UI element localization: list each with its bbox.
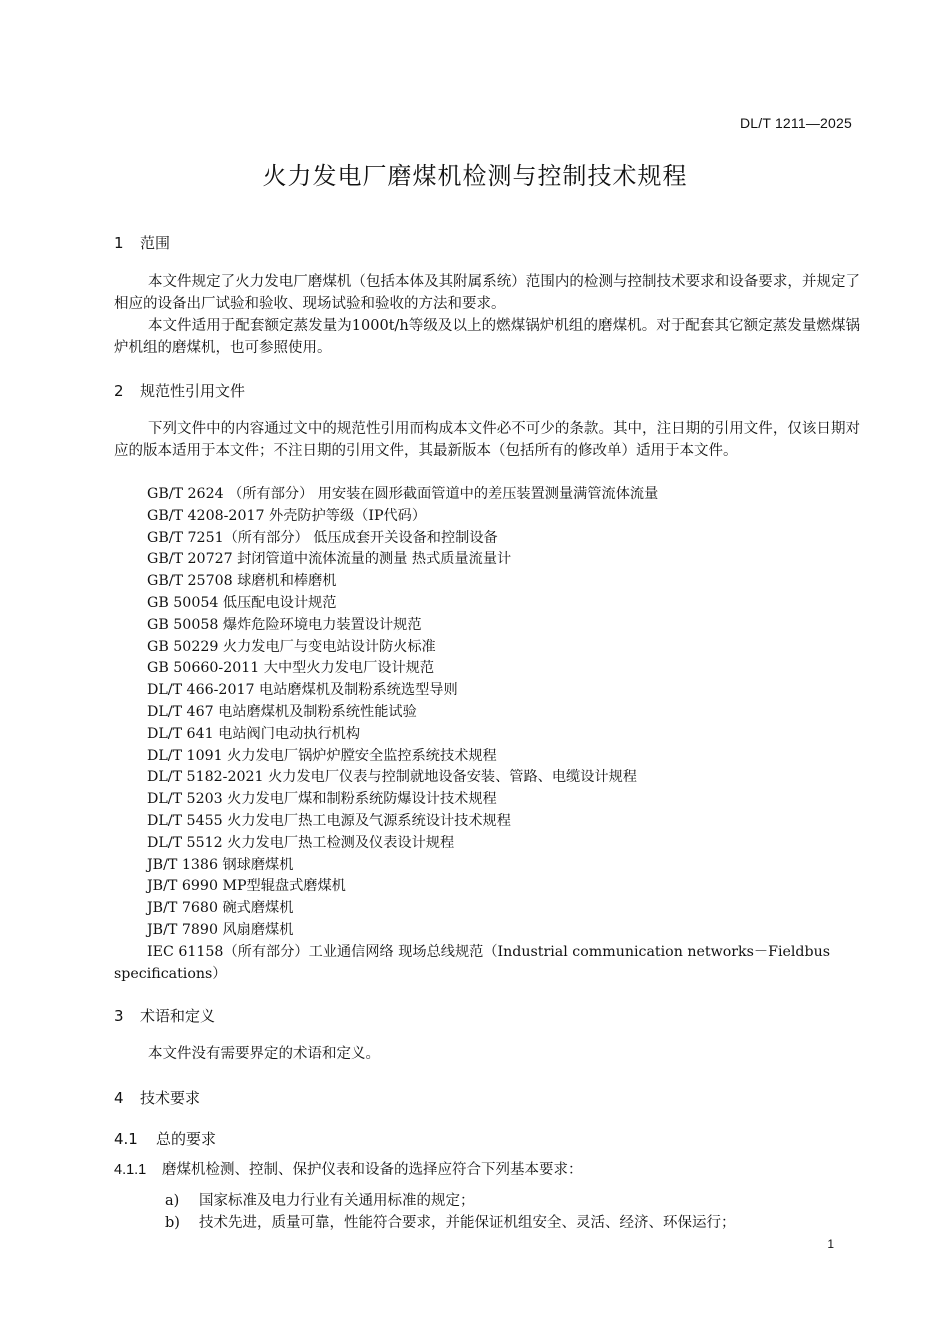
- reference-item: GB/T 2624 （所有部分） 用安装在圆形截面管道中的差压装置测量满管流体流量: [147, 486, 659, 502]
- reference-item: GB 50660-2011 大中型火力发电厂设计规范: [147, 660, 435, 677]
- scope-paragraph-2: 本文件适用于配套额定蒸发量为1000t/h等级及以上的燃煤锅炉机组的磨煤机。对于配套其它额定蒸发量燃煤锅炉机组的磨煤机，也可参照使用。: [114, 318, 860, 356]
- reference-item: GB/T 20727 封闭管道中流体流量的测量 热式质量流量计: [147, 551, 512, 568]
- section-title: 技术要求: [140, 1089, 201, 1107]
- reference-item: DL/T 1091 火力发电厂锅炉炉膛安全监控系统技术规程: [147, 747, 497, 764]
- reference-item: GB 50058 爆炸危险环境电力装置设计规范: [147, 616, 422, 633]
- reference-item: JB/T 1386 钢球磨煤机: [147, 856, 294, 873]
- list-item-b: [165, 1211, 736, 1232]
- section-heading-scope: [114, 232, 170, 253]
- reference-item: GB/T 25708 球磨机和棒磨机: [147, 573, 337, 590]
- section-title: 范围: [140, 234, 171, 252]
- reference-item: GB 50229 火力发电厂与变电站设计防火标准: [147, 638, 436, 655]
- reference-item: IEC 61158（所有部分）工业通信网络 现场总线规范（Industrial communication networks－Fieldbus specifications）: [114, 943, 831, 982]
- reference-item: DL/T 5455 火力发电厂热工电源及气源系统设计技术规程: [147, 812, 511, 829]
- scope-paragraph-1: 本文件规定了火力发电厂磨煤机（包括本体及其附属系统）范围内的检测与控制技术要求和设备要求，并规定了相应的设备出厂试验和验收、现场试验和验收的方法和要求。: [114, 274, 860, 312]
- subsection-heading-general: [114, 1128, 216, 1149]
- section-number: 1: [114, 234, 124, 252]
- reference-item: JB/T 7680 碗式磨煤机: [147, 900, 294, 917]
- section-number: 3: [114, 1007, 124, 1025]
- page-number: 1: [827, 1237, 834, 1251]
- terms-paragraph: 本文件没有需要界定的术语和定义。: [148, 1046, 380, 1062]
- reference-item: DL/T 5203 火力发电厂煤和制粉系统防爆设计技术规程: [147, 791, 497, 808]
- section-number: 4: [114, 1089, 124, 1107]
- reference-item: GB 50054 低压配电设计规范: [147, 594, 337, 611]
- section-title: 规范性引用文件: [140, 382, 246, 400]
- clause-text: 磨煤机检测、控制、保护仪表和设备的选择应符合下列基本要求：: [162, 1162, 583, 1178]
- standard-code: DL/T 1211—2025: [739, 115, 852, 131]
- document-title: 火力发电厂磨煤机检测与控制技术规程: [262, 162, 688, 190]
- reference-item: DL/T 5182-2021 火力发电厂仪表与控制就地设备安装、管路、电缆设计规程: [147, 769, 637, 786]
- section-title: 术语和定义: [140, 1007, 216, 1025]
- subsection-number: 4.1: [114, 1130, 138, 1148]
- clause-4-1-1: [114, 1158, 583, 1179]
- section-number: 2: [114, 382, 124, 400]
- section-heading-normative-references: [114, 380, 245, 401]
- reference-item: JB/T 6990 MP型辊盘式磨煤机: [147, 878, 346, 895]
- list-item-a: [165, 1189, 475, 1210]
- section-heading-terms: [114, 1005, 215, 1026]
- clause-number: 4.1.1: [114, 1162, 147, 1178]
- reference-item: DL/T 466-2017 电站磨煤机及制粉系统选型导则: [147, 682, 458, 699]
- references-intro: 下列文件中的内容通过文中的规范性引用而构成本文件必不可少的条款。其中，注日期的引用文件，仅该日期对应的版本适用于本文件；不注日期的引用文件，其最新版本（包括所有的修改单）适用于本文件。: [114, 421, 860, 459]
- list-marker: a): [165, 1193, 180, 1209]
- reference-item: GB/T 4208-2017 外壳防护等级（IP代码）: [147, 507, 427, 524]
- list-text: 国家标准及电力行业有关通用标准的规定；: [199, 1193, 475, 1209]
- reference-list: [114, 484, 863, 985]
- reference-item: DL/T 467 电站磨煤机及制粉系统性能试验: [147, 703, 417, 720]
- list-text: 技术先进，质量可靠，性能符合要求，并能保证机组安全、灵活、经济、环保运行；: [199, 1215, 736, 1231]
- reference-item: GB/T 7251（所有部分） 低压成套开关设备和控制设备: [147, 529, 498, 546]
- list-marker: b): [165, 1215, 180, 1231]
- reference-item: JB/T 7890 风扇磨煤机: [147, 921, 294, 938]
- subsection-title: 总的要求: [156, 1130, 217, 1148]
- reference-item: DL/T 641 电站阀门电动执行机构: [147, 725, 361, 742]
- section-heading-technical-requirements: [114, 1087, 200, 1108]
- reference-item: DL/T 5512 火力发电厂热工检测及仪表设计规程: [147, 834, 455, 851]
